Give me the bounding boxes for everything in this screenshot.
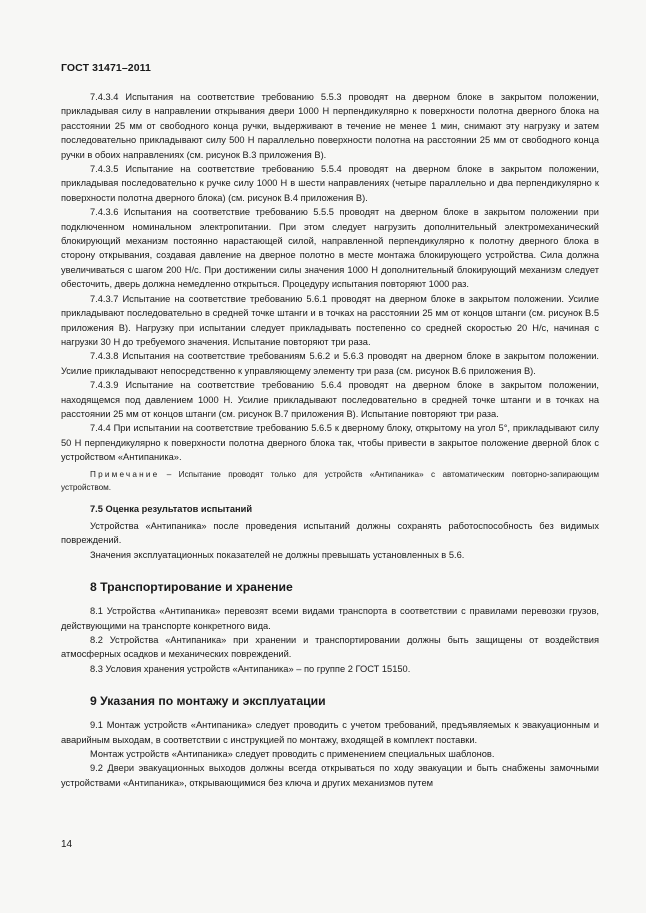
paragraph-7-4-3-7: 7.4.3.7 Испытание на соответствие требованию 5.6.1 проводят на дверном блоке в закрытом положении. Усилие прикладывают последовательно в средней точке штанги и в точках на расстоянии 25 мм от концов штанги (см. рисунок В.5 приложения В). Нагрузку при испытании следует прикладывать постепенно со средней скоростью 20 Н/с, начиная с нагрузки 30 Н до требуемого значения. Испытание повторяют три раза.: [61, 293, 599, 347]
paragraph-8-3: 8.3 Условия хранения устройств «Антипаника» – по группе 2 ГОСТ 15150.: [90, 663, 411, 674]
note-text: – Испытание проводят только для устройств «Антипаника» с автоматическим повторно-запирающим устройством.: [61, 469, 599, 492]
paragraph-7-4-4: 7.4.4 При испытании на соответствие требованию 5.6.5 к дверному блоку, открытому на угол 5°, прикладывают силу 50 Н перпендикулярно к поверхности полотна дверного блока так, чтобы привести в закрытое положение дверной блок с устройством «Антипаника».: [61, 423, 599, 463]
paragraph-9-1-b: Монтаж устройств «Антипаника» следует проводить с применением специальных шаблонов.: [90, 749, 495, 760]
page-header: ГОСТ 31471–2011: [61, 62, 151, 74]
page-number: 14: [61, 839, 73, 850]
paragraph-7-4-3-6: 7.4.3.6 Испытания на соответствие требованию 5.5.5 проводят на дверном блоке в закрытом положении при подключенном номинальном электропитании. При этом следует нагрузить дополнительный электромеханический блокирующий механизм постоянно нарастающей силой, направленной перпендикулярно к полотну дверного блока в сторону открывания, создавая давление на дверное полотно в месте монтажа блокирующего устройства. Сила должна увеличиваться с шагом 200 Н/с. При достижении силы значения 1000 Н дополнительный блокирующий механизм следует обесточить, дверь должна немедленно открыться. Процедуру испытания повторяют 1000 раз.: [61, 207, 599, 290]
paragraph-7-4-3-5: 7.4.3.5 Испытание на соответствие требованию 5.5.4 проводят на дверном блоке в закрытом положении, прикладывая последовательно к ручке силу 1000 Н в шести направлениях (четыре параллельно и два перпендикулярно к поверхности полотна дверного блока) (см. рисунок В.4 приложения В).: [61, 164, 599, 203]
paragraph-7-5-b: Значения эксплуатационных показателей не должны превышать установленных в 5.6.: [90, 549, 465, 560]
paragraph-8-1: 8.1 Устройства «Антипаника» перевозят всеми видами транспорта в соответствии с правилами перевозки грузов, действующими на транспорте конкретного вида.: [61, 606, 599, 631]
section-heading-9: 9 Указания по монтажу и эксплуатации: [90, 694, 326, 709]
paragraph-7-5-a: Устройства «Антипаника» после проведения испытаний должны сохранять работоспособность без видимых повреждений.: [61, 520, 599, 546]
paragraph-9-1: 9.1 Монтаж устройств «Антипаника» следует проводить с учетом требований, предъявляемых к эвакуационным и аварийным выходам, в соответствии с инструкцией по монтажу, входящей в комплект поставки.: [61, 720, 599, 745]
paragraph-8-2: 8.2 Устройства «Антипаника» при хранении и транспортировании должны быть защищены от воздействия атмосферных осадков и механических повреждений.: [61, 635, 599, 660]
document-body: [61, 90, 599, 790]
paragraph-9-2: 9.2 Двери эвакуационных выходов должны всегда открываться по ходу эвакуации и быть снабжены замочными устройствами «Антипаника», открывающимися без ключа и других механизмов путем: [61, 763, 599, 788]
paragraph-7-4-3-8: 7.4.3.8 Испытания на соответствие требованиям 5.6.2 и 5.6.3 проводят на дверном блоке в закрытом положении. Усилие прикладывают непосредственно к управляющему элементу три раза (см. рисунок В.6 приложения В).: [61, 351, 599, 376]
paragraph-7-4-3-4: 7.4.3.4 Испытания на соответствие требованию 5.5.3 проводят на дверном блоке в закрытом положении, прикладывая силу в направлении открывания двери 1000 Н перпендикулярно к поверхности полотна дверного блока на расстоянии 25 мм от свободного конца ручки, выдерживают в течение не менее 1 мин, снимают эту нагрузку и затем последовательно прикладывают силу 500 Н параллельно поверхности полотна на расстоянии 25 мм от свободного конца ручки в обоих направлениях (см. рисунок В.3 приложения В).: [61, 92, 599, 160]
note: [61, 468, 599, 494]
section-heading-8: 8 Транспортирование и хранение: [90, 580, 293, 595]
note-label: Примечание: [90, 469, 160, 479]
paragraph-7-4-3-9: 7.4.3.9 Испытание на соответствие требованию 5.6.4 проводят на дверном блоке в закрытом положении, находящемся под давлением 1000 Н. Усилие прикладывают последовательно в средней точке штанги и в точках на расстоянии 25 мм от концов штанги (см. рисунок В.7 приложения В). Испытание повторяют три раза.: [61, 380, 599, 419]
subsection-heading-7-5: 7.5 Оценка результатов испытаний: [90, 503, 253, 514]
